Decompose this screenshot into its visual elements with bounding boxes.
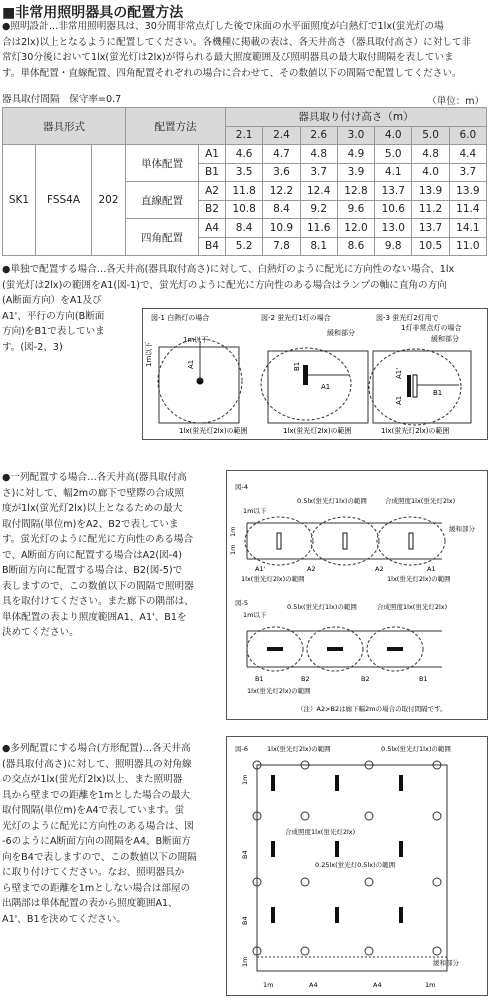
intro-line: ●照明設計…非常用照明器具は、30分間非常点灯した後で床面の水平面照度が白熱灯で1lx(蛍光灯の場 xyxy=(2,21,444,32)
text-line: 取付間隔(単位m)をA2、B2で表していま xyxy=(2,518,179,530)
fig2-a1: A1 xyxy=(321,383,331,391)
fig1-a1: A1 xyxy=(187,359,195,369)
fig4-synth-label: 合成照度1lx(蛍光灯2lx) xyxy=(385,497,456,505)
text-line: A1'、平行の方向(B断面 xyxy=(2,310,105,322)
value-cell: 12.0 xyxy=(337,219,374,238)
fig6-b4: B4 xyxy=(241,850,249,859)
value-cell: 11.6 xyxy=(300,219,337,238)
fig5-b2b: B2 xyxy=(361,675,370,683)
value-cell: 12.8 xyxy=(337,182,374,201)
intro-text xyxy=(2,19,490,81)
fig6-1m-a: 1m xyxy=(241,774,249,785)
method-cell: 単体配置 xyxy=(126,145,199,182)
fig3-a1prime: A1' xyxy=(395,367,403,379)
text-line: 取付間隔(単位m)をA4で表しています。蛍 xyxy=(2,805,185,816)
value-cell: 13.7 xyxy=(375,182,412,201)
value-cell: 11.0 xyxy=(449,237,486,256)
fig6-lamp xyxy=(335,841,339,857)
text-line: さ)に対して、幅2mの廊下で壁際の合成照 xyxy=(2,487,185,499)
text-line: (蛍光灯は2lx)の範囲をA1(図-1)で、蛍光灯のように配光に方向性のある場合はランプの軸に直角の方向 xyxy=(2,279,447,291)
fig3-b1: B1 xyxy=(433,389,443,397)
fig4-title: 図-4 xyxy=(235,483,248,491)
value-cell: 8.4 xyxy=(263,200,300,219)
value-cell: 8.6 xyxy=(337,237,374,256)
code-cell: B1 xyxy=(199,163,226,182)
row-layout-text xyxy=(2,470,224,641)
fig6-lamp xyxy=(271,775,275,791)
fig5-b2: B2 xyxy=(301,675,310,683)
fig2-title: 図-2 蛍光灯1灯の場合 xyxy=(261,314,331,322)
fig5-1m-label: 1m以下 xyxy=(243,611,267,619)
figure-6 xyxy=(226,736,488,996)
text-line: 具から壁までの距離を1mとした場合の最大 xyxy=(2,789,191,801)
fig4-range-label: 1lx(蛍光灯2lx)の範囲 xyxy=(241,575,305,583)
fig4-1m-label: 1m以下 xyxy=(243,507,267,515)
value-cell: 9.8 xyxy=(375,237,412,256)
text-line: ら壁までの距離を1mとしない場合は部屋の xyxy=(2,882,191,894)
fig5-b1b: B1 xyxy=(419,675,428,683)
spacing-table xyxy=(2,107,487,256)
fig6-lamp xyxy=(271,841,275,857)
figure-4-5 xyxy=(226,470,488,720)
fig6-overlap-point xyxy=(365,812,373,820)
fig4-halo-label: 緩和部分 xyxy=(449,525,475,533)
fig6-lamp xyxy=(399,775,403,791)
height-cell: 2.4 xyxy=(263,126,300,145)
text-line: -6のようにA断面方向の間隔をA4、B断面方 xyxy=(2,836,191,847)
fig2-range-label: 1lx(蛍光灯2lx)の範囲 xyxy=(283,427,352,435)
value-cell: 13.0 xyxy=(375,219,412,238)
fig5-lamp xyxy=(267,647,283,651)
fig6-a4: A4 xyxy=(309,981,318,989)
fig6-1m-d: 1m xyxy=(425,981,436,989)
text-line: 光灯のように配光に方向性のある場合は、図 xyxy=(2,820,194,832)
fig5-lamp xyxy=(327,647,343,651)
value-cell: 11.2 xyxy=(412,200,449,219)
value-cell: 5.2 xyxy=(226,237,263,256)
height-cell: 2.1 xyxy=(226,126,263,145)
fig6-overlap-point xyxy=(433,812,441,820)
fig6-overlap-point xyxy=(365,947,373,955)
text-line: ●多列配置にする場合(方形配置)…各天井高 xyxy=(2,743,191,754)
fig6-overlap-point xyxy=(301,878,309,886)
code-cell: A2 xyxy=(199,182,226,201)
value-cell: 11.4 xyxy=(449,200,486,219)
fig6-05-label: 0.5lx(蛍光灯1lx)の範囲 xyxy=(381,745,451,753)
value-cell: 4.0 xyxy=(412,163,449,182)
units-label: （単位：m） xyxy=(427,96,484,107)
figure-1-3 xyxy=(142,308,488,440)
fig3-range-label: 1lx(蛍光灯2lx)の範囲 xyxy=(381,427,450,435)
fig1-title: 図-1 白熱灯の場合 xyxy=(151,314,210,322)
fig3-room xyxy=(373,351,471,423)
intro-line: 常灯30分後において1lx(蛍光灯は2lx)が得られる最大照度範囲及び照明器具の最大取付間隔を表していま xyxy=(2,52,454,63)
header-model: 器具形式 xyxy=(3,108,126,145)
fig6-1m-b: 1m xyxy=(241,956,249,967)
fig3-title: 図-3 蛍光灯2灯用で xyxy=(376,314,439,322)
fig3-a1: A1 xyxy=(395,395,403,405)
text-line: ●一列配置する場合…各天井高(器具取付高 xyxy=(2,472,187,483)
fig3-lamp-on xyxy=(407,375,411,397)
fig6-b4b: B4 xyxy=(241,916,249,925)
method-cell: 四角配置 xyxy=(126,219,199,256)
value-cell: 12.2 xyxy=(263,182,300,201)
table-caption: 器具取付間隔 保守率=0.7 xyxy=(2,94,122,105)
fig4-1m-a: 1m xyxy=(229,526,237,537)
value-cell: 5.0 xyxy=(375,145,412,164)
text-line: 向をB4で表しますので、この数値以下の間隔 xyxy=(2,851,197,863)
header-height: 器具取り付け高さ（m） xyxy=(226,108,487,127)
fig6-a4b: A4 xyxy=(373,981,382,989)
fig4-1m-b: 1m xyxy=(229,544,237,555)
value-cell: 4.1 xyxy=(375,163,412,182)
value-cell: 8.4 xyxy=(226,219,263,238)
text-line: A1'、B1を決めてください。 xyxy=(2,913,126,925)
value-cell: 8.1 xyxy=(300,237,337,256)
fig4-a1prime: A1' xyxy=(255,565,266,573)
model-cell: SK1 xyxy=(3,145,36,256)
text-line: ●単独で配置する場合…各天井高(器具取付高さ)に対して、白熱灯のように配光に方向性のない場合、1lx xyxy=(2,264,455,275)
fig4-lamp xyxy=(277,533,281,549)
value-cell: 10.6 xyxy=(375,200,412,219)
text-line: の交点が1lx(蛍光灯2lx)以上、また照明器 xyxy=(2,774,183,785)
code-cell: B4 xyxy=(199,237,226,256)
value-cell: 9.6 xyxy=(337,200,374,219)
text-line: 単体配置の表より照度範囲A1、A1'、B1を xyxy=(2,611,187,623)
value-cell: 10.5 xyxy=(412,237,449,256)
fig6-1m-c: 1m xyxy=(263,981,274,989)
fig6-lamp xyxy=(271,907,275,923)
fig5-range-label: 1lx(蛍光灯2lx)の範囲 xyxy=(247,687,311,695)
fig6-synth-label: 合成照度1lx(蛍光灯2lx) xyxy=(285,828,356,836)
fig5-lamp xyxy=(387,647,403,651)
fig3-halo-label: 緩和部分 xyxy=(431,335,459,343)
fig5-synth-label: 合成照度1lx(蛍光灯2lx) xyxy=(377,603,448,611)
text-line: す。(図-2、3) xyxy=(2,341,63,353)
value-cell: 4.8 xyxy=(300,145,337,164)
fig6-halo-label: 緩和部分 xyxy=(433,959,459,967)
height-cell: 5.0 xyxy=(412,126,449,145)
text-line: B断面方向に配置する場合は、B2(図-5)で xyxy=(2,565,183,576)
fig6-overlap-point xyxy=(365,878,373,886)
fig6-range-label: 1lx(蛍光灯2lx)の範囲 xyxy=(267,745,331,753)
fig6-overlap-point xyxy=(301,812,309,820)
fig3-title2: 1灯非常点灯の場合 xyxy=(401,324,462,332)
model-cell: FSS4A xyxy=(36,145,92,256)
fig4-a1: A1 xyxy=(427,565,436,573)
fig5-title: 図-5 xyxy=(235,599,248,607)
fig4-a2: A2 xyxy=(307,565,316,573)
height-cell: 6.0 xyxy=(449,126,486,145)
value-cell: 3.7 xyxy=(300,163,337,182)
text-line: 表しますので、この数値以下の間隔で照明器 xyxy=(2,580,194,592)
table-row xyxy=(3,145,487,164)
intro-line: 合は2lx)以上となるように配置してください。各機種に掲載の表は、各天井高さ（器具取付高さ）に対して非 xyxy=(2,36,472,48)
intro-line: す。単体配置・直線配置、四角配置それぞれの場合に合わせて、その数値以下の間隔で配置してください。 xyxy=(2,67,462,79)
value-cell: 4.4 xyxy=(449,145,486,164)
fig6-title: 図-6 xyxy=(235,745,248,753)
text-line: 方向)をB1で表していま xyxy=(2,326,105,337)
code-cell: A1 xyxy=(199,145,226,164)
value-cell: 12.4 xyxy=(300,182,337,201)
fig1-max-label2: 1m以下 xyxy=(145,341,153,367)
fig3-lamp-off xyxy=(413,375,417,397)
fig1-max-label: 1m以下 xyxy=(183,336,209,344)
value-cell: 10.9 xyxy=(263,219,300,238)
header-method: 配置方法 xyxy=(126,108,226,145)
value-cell: 3.9 xyxy=(337,163,374,182)
text-line: 度が1lx(蛍光灯2lx)以上となるための最大 xyxy=(2,503,183,514)
fig4-a2b: A2 xyxy=(375,565,384,573)
text-line: 出隅部は単体配置の表から照度範囲A1、 xyxy=(2,898,178,909)
text-line: 具を取付けてください。また廊下の隅部は、 xyxy=(2,596,194,607)
text-line: で、A断面方向に配置する場合はA2(図-4) xyxy=(2,549,182,561)
value-cell: 3.7 xyxy=(449,163,486,182)
text-line: に取り付けてください。なお、照明器具か xyxy=(2,867,185,878)
fig4-lamp xyxy=(343,533,347,549)
fig6-lamp xyxy=(335,907,339,923)
fig2-room xyxy=(268,351,368,423)
fig5-b1: B1 xyxy=(255,675,264,683)
value-cell: 14.1 xyxy=(449,219,486,238)
method-cell: 直線配置 xyxy=(126,182,199,219)
height-cell: 4.0 xyxy=(375,126,412,145)
fig5-note: （注）A2>B2は廊下幅2mの場合の取付間隔です。 xyxy=(297,705,447,713)
fig6-lamp xyxy=(335,775,339,791)
fig6-lamp xyxy=(399,841,403,857)
grid-layout-text xyxy=(2,741,224,927)
value-cell: 3.6 xyxy=(263,163,300,182)
fig6-025-label: 0.25lx(蛍光灯0.5lx)の範囲 xyxy=(315,861,396,869)
page-title: ■非常用照明器具の配置方法 xyxy=(2,5,184,21)
text-line: (A断面方向）をA1及び xyxy=(2,295,102,306)
value-cell: 3.5 xyxy=(226,163,263,182)
value-cell: 4.9 xyxy=(337,145,374,164)
value-cell: 11.8 xyxy=(226,182,263,201)
value-cell: 9.2 xyxy=(300,200,337,219)
value-cell: 10.8 xyxy=(226,200,263,219)
value-cell: 4.8 xyxy=(412,145,449,164)
fig4-05-label: 0.5lx(蛍光灯1lx)の範囲 xyxy=(297,497,367,505)
value-cell: 13.9 xyxy=(412,182,449,201)
fig2-b1: B1 xyxy=(293,361,301,371)
fig6-lamp-grid xyxy=(253,761,441,955)
value-cell: 7.8 xyxy=(263,237,300,256)
fig6-overlap-point xyxy=(433,878,441,886)
code-cell: B2 xyxy=(199,200,226,219)
value-cell: 4.6 xyxy=(226,145,263,164)
fig2-halo-label: 緩和部分 xyxy=(327,329,355,337)
height-cell: 2.6 xyxy=(300,126,337,145)
fig4-lamp xyxy=(409,533,413,549)
value-cell: 4.7 xyxy=(263,145,300,164)
model-cell: 202 xyxy=(92,145,126,256)
value-cell: 13.7 xyxy=(412,219,449,238)
fig6-lamp xyxy=(399,907,403,923)
fig4-range-label2: 1lx(蛍光灯2lx)の範囲 xyxy=(387,575,451,583)
fig2-lamp xyxy=(303,365,308,385)
fig6-overlap-point xyxy=(301,947,309,955)
text-line: (器具取付高さ)に対して、照明器具の対角線 xyxy=(2,758,192,770)
fig1-range-label: 1lx(蛍光灯2lx)の範囲 xyxy=(179,427,248,435)
text-line: す。蛍光灯のように配光に方向性のある場合 xyxy=(2,534,194,545)
fig5-05-label: 0.5lx(蛍光灯1lx)の範囲 xyxy=(287,603,357,611)
fig6-overlap-point xyxy=(433,947,441,955)
code-cell: A4 xyxy=(199,219,226,238)
text-line: 決めてください。 xyxy=(2,627,79,638)
value-cell: 13.9 xyxy=(449,182,486,201)
height-cell: 3.0 xyxy=(337,126,374,145)
